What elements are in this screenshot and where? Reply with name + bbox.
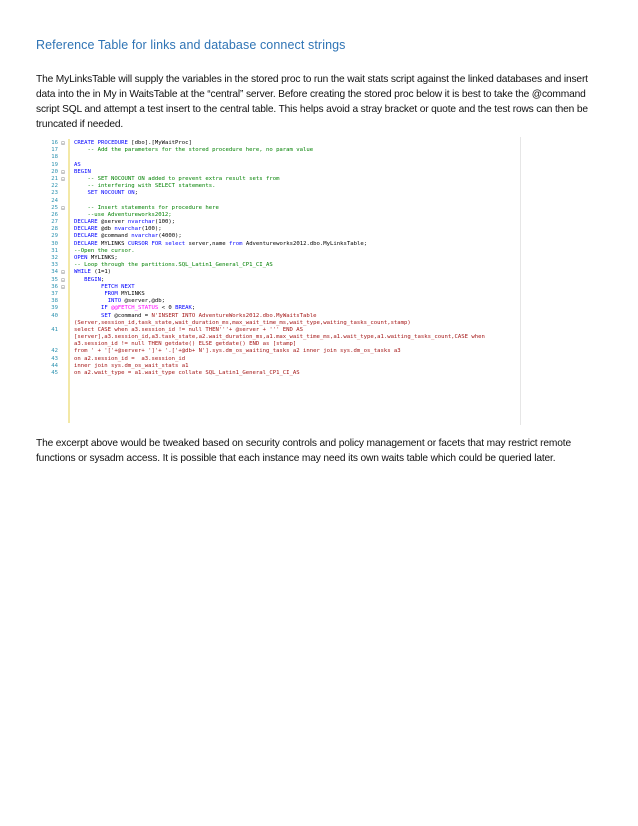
code-line: -- Add the parameters for the stored procedure here, no param value bbox=[74, 147, 314, 154]
line-number: 44 bbox=[51, 362, 58, 369]
line-number: 42 bbox=[51, 348, 58, 355]
line-number: 20 bbox=[51, 168, 58, 175]
line-number: 18 bbox=[51, 154, 58, 161]
line-number: 30 bbox=[51, 240, 58, 247]
code-line: on a2.wait_type = a1.wait_type collate SQL_Latin1_General_CP1_CI_AS bbox=[74, 370, 300, 376]
code-line: from ' + '['+@server+ ']'+ '.['+@db+ N'].sys.dm_os_waiting_tasks a2 inner join sys.dm_os_tasks a3 bbox=[74, 348, 401, 355]
code-line bbox=[74, 154, 516, 161]
line-number: 34 bbox=[51, 269, 58, 276]
line-number: 19 bbox=[51, 161, 58, 168]
intro-paragraph: The MyLinksTable will supply the variables in the stored proc to run the wait stats script against the linked databases and insert data into the in My in WaitsTable at the “central” server. Before creating the stored proc below it is best to take the @command script SQL and attempt a test insert to the central table. This helps avoid a stray bracket or quote and the test rows can then be truncated if needed. bbox=[36, 74, 588, 130]
change-margin bbox=[68, 139, 70, 423]
code-line: [server],a3.session_id,a3.task_state,a2.wait_duration_ms,a1.max_wait_time_ms,a1.wait_type,a1.waiting_tasks_count,CASE when bbox=[74, 334, 485, 341]
code-line: AS bbox=[74, 161, 81, 168]
code-line: -- SET NOCOUNT ON added to prevent extra result sets from bbox=[74, 175, 280, 182]
line-number: 35 bbox=[51, 276, 58, 283]
code-line: WHILE (1=1) bbox=[74, 269, 112, 276]
code-line: DECLARE @command nvarchar(4000); bbox=[74, 233, 182, 240]
line-number-gutter bbox=[36, 140, 58, 377]
line-number: 37 bbox=[51, 290, 58, 297]
code-line: SET @command = N'INSERT INTO AdventureWorks2012.dbo.MyWaitsTable bbox=[100, 312, 317, 319]
code-line: --use Adventureworks2012; bbox=[74, 211, 172, 218]
line-number: 43 bbox=[51, 355, 58, 362]
line-number: 24 bbox=[51, 197, 58, 204]
line-number: 33 bbox=[51, 262, 58, 269]
code-line: on a2.session_id = a3.session_id bbox=[74, 355, 186, 362]
line-number: 45 bbox=[51, 370, 58, 376]
line-number bbox=[36, 341, 58, 348]
code-line: INTO @server,@db; bbox=[107, 298, 165, 305]
fold-markers: ⊟ ⊟ ⊟ ⊟ ⊟ ⊟ ⊟ bbox=[61, 140, 65, 291]
code-line: DECLARE @db nvarchar(100); bbox=[74, 226, 162, 233]
code-line: inner join sys.dm_os_wait_stats a1 bbox=[74, 362, 189, 369]
line-number: 31 bbox=[51, 247, 58, 254]
line-number: 40 bbox=[51, 312, 58, 319]
line-number: 32 bbox=[51, 255, 58, 261]
code-line: OPEN MYLINKS; bbox=[74, 255, 118, 261]
line-number: 17 bbox=[51, 147, 58, 154]
code-line: -- interfering with SELECT statements. bbox=[74, 183, 216, 190]
code-line: SET NOCOUNT ON; bbox=[87, 190, 139, 197]
code-lines bbox=[74, 140, 516, 377]
code-line: -- Insert statements for procedure here bbox=[74, 204, 219, 211]
line-number: 26 bbox=[51, 211, 58, 218]
line-number: 38 bbox=[51, 298, 58, 305]
line-number: 25 bbox=[51, 204, 58, 211]
line-number: 22 bbox=[51, 183, 58, 190]
code-line: FROM MYLINKS bbox=[104, 290, 145, 297]
code-line: a3.session_id != null THEN getdate() ELSE getdate() END as [stamp] bbox=[74, 341, 297, 348]
section-heading: Reference Table for links and database connect strings bbox=[36, 38, 346, 52]
line-number: 28 bbox=[51, 226, 58, 233]
code-line: DECLARE @server nvarchar(100); bbox=[74, 219, 176, 226]
code-line: BEGIN; bbox=[84, 276, 105, 283]
code-line: BEGIN bbox=[74, 168, 91, 175]
closing-paragraph: The excerpt above would be tweaked based on security controls and policy management or facets that may restrict remote functions or sysadm access. It is possible that each instance may need its own waits table which could be queried later. bbox=[36, 438, 571, 464]
code-line: select CASE when a3.session_id != null THEN'''+ @server + ''' END AS bbox=[74, 326, 304, 333]
line-number: 23 bbox=[51, 190, 58, 197]
code-line: (Server,session_id,task_state,wait_duration_ms,max_wait_time_ms,wait_type,waiting_tasks_count,stamp) bbox=[74, 319, 411, 326]
code-screenshot bbox=[36, 137, 521, 425]
line-number: 16 bbox=[51, 140, 58, 146]
code-line: -- Loop through the partitions.SQL_Latin1_General_CP1_CI_AS bbox=[74, 262, 273, 269]
line-number: 27 bbox=[51, 219, 58, 226]
line-number: 29 bbox=[51, 233, 58, 240]
line-number: 41 bbox=[51, 326, 58, 333]
line-number bbox=[36, 320, 58, 327]
code-line bbox=[74, 198, 516, 205]
code-line: IF @@FETCH_STATUS < 0 BREAK; bbox=[100, 305, 196, 312]
line-number: 21 bbox=[51, 175, 58, 182]
code-line: FETCH NEXT bbox=[100, 283, 135, 290]
line-number bbox=[36, 334, 58, 341]
code-line: CREATE PROCEDURE [dbo].[MyWaitProc] bbox=[74, 140, 192, 146]
line-number: 36 bbox=[51, 283, 58, 290]
line-number: 39 bbox=[51, 305, 58, 312]
code-line: DECLARE MYLINKS CURSOR FOR select server,name from Adventureworks2012.dbo.MyLinksTable; bbox=[74, 240, 368, 247]
code-line: --Open the cursor. bbox=[74, 247, 135, 254]
